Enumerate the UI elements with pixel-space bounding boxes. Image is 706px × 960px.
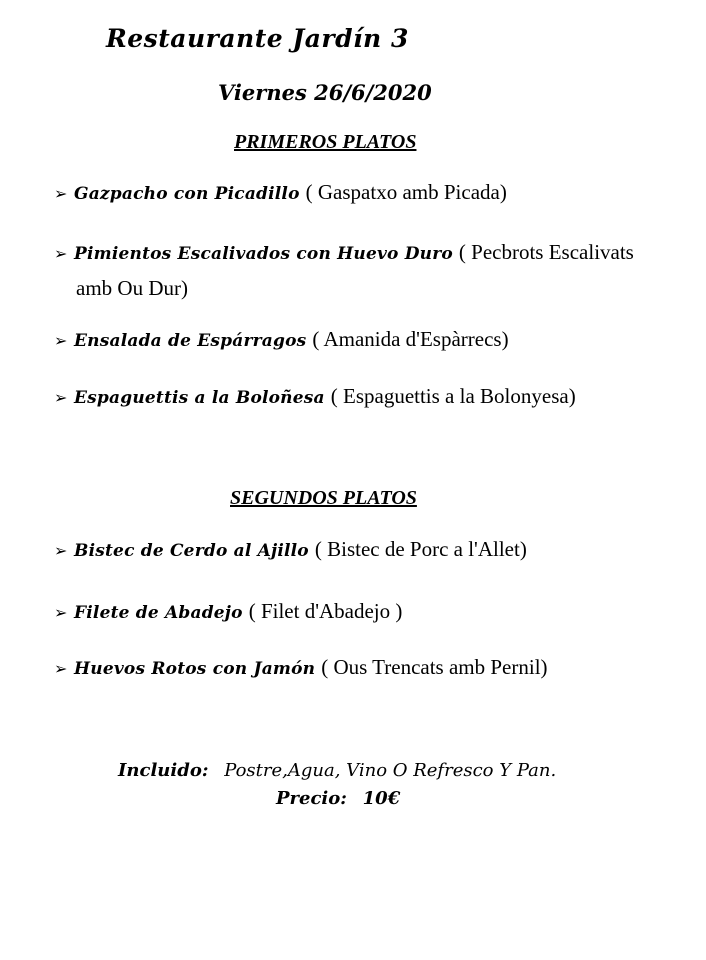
section-heading-primeros: PRIMEROS PLATOS bbox=[234, 131, 417, 153]
list-item bbox=[54, 384, 576, 409]
list-item bbox=[54, 240, 634, 265]
list-item bbox=[54, 655, 548, 680]
included-line bbox=[118, 760, 556, 781]
dish-translation: ( Filet d'Abadejo ) bbox=[248, 599, 403, 623]
dish-translation: ( Amanida d'Espàrrecs) bbox=[312, 327, 509, 351]
dish-translation: ( Espaguettis a la Bolonyesa) bbox=[330, 384, 576, 408]
list-item bbox=[54, 537, 527, 562]
dish-name: Gazpacho con Picadillo bbox=[74, 184, 300, 204]
arrow-bullet-icon: ➢ bbox=[54, 244, 68, 263]
arrow-bullet-icon: ➢ bbox=[54, 331, 68, 350]
dish-translation: ( Gaspatxo amb Picada) bbox=[305, 180, 507, 204]
dish-translation: ( Ous Trencats amb Pernil) bbox=[321, 655, 548, 679]
arrow-bullet-icon: ➢ bbox=[54, 184, 68, 203]
dish-name: Espaguettis a la Boloñesa bbox=[74, 388, 325, 408]
price-label: Precio: bbox=[276, 788, 347, 809]
dish-name: Pimientos Escalivados con Huevo Duro bbox=[74, 244, 453, 264]
price-value: 10€ bbox=[362, 788, 401, 809]
menu-title: Restaurante Jardín 3 bbox=[106, 24, 409, 53]
price-line bbox=[276, 788, 400, 809]
dish-name: Huevos Rotos con Jamón bbox=[74, 659, 316, 679]
dish-name: Filete de Abadejo bbox=[74, 603, 243, 623]
arrow-bullet-icon: ➢ bbox=[54, 659, 68, 678]
arrow-bullet-icon: ➢ bbox=[54, 603, 68, 622]
arrow-bullet-icon: ➢ bbox=[54, 541, 68, 560]
menu-date: Viernes 26/6/2020 bbox=[218, 80, 432, 105]
arrow-bullet-icon: ➢ bbox=[54, 388, 68, 407]
section-heading-segundos: SEGUNDOS PLATOS bbox=[230, 487, 417, 509]
list-item bbox=[54, 180, 507, 205]
dish-translation: ( Bistec de Porc a l'Allet) bbox=[314, 537, 527, 561]
dish-name: Ensalada de Espárragos bbox=[74, 331, 307, 351]
included-label: Incluido: bbox=[118, 760, 209, 781]
included-text: Postre,Agua, Vino O Refresco Y Pan. bbox=[224, 760, 557, 781]
dish-translation-continued: amb Ou Dur) bbox=[76, 276, 188, 300]
list-item bbox=[54, 327, 509, 352]
list-item bbox=[54, 599, 402, 624]
dish-translation: ( Pecbrots Escalivats bbox=[458, 240, 634, 264]
dish-name: Bistec de Cerdo al Ajillo bbox=[74, 541, 309, 561]
